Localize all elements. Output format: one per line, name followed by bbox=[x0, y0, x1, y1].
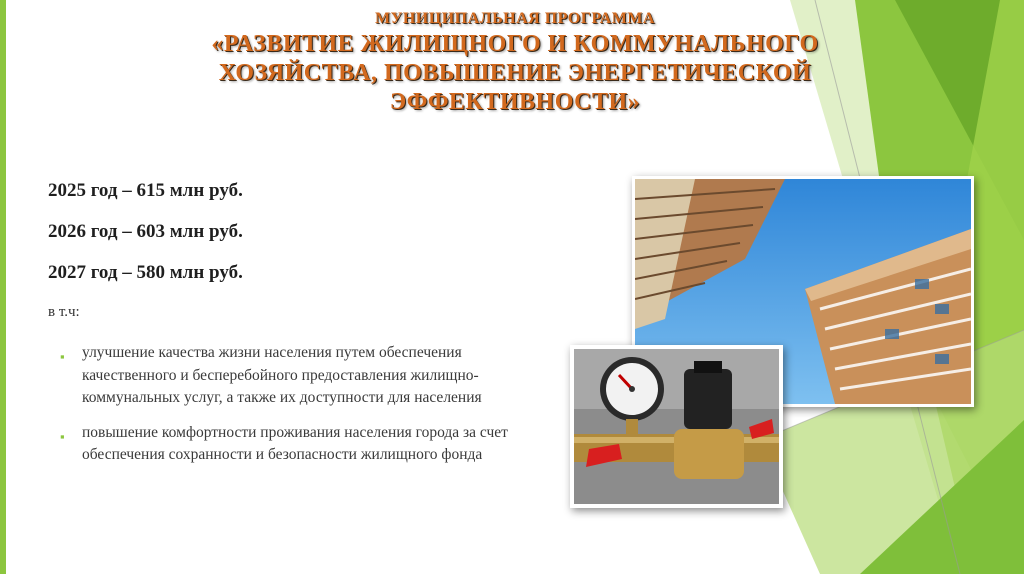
slide-title bbox=[150, 8, 880, 117]
funding-2027: 2027 год – 580 млн руб. bbox=[48, 262, 243, 283]
title-line-4: ЭФФЕКТИВНОСТИ» bbox=[389, 89, 641, 115]
title-line-2: «РАЗВИТИЕ ЖИЛИЩНОГО И КОММУНАЛЬНОГО bbox=[211, 31, 819, 57]
title-line-3: ХОЗЯЙСТВА, ПОВЫШЕНИЕ ЭНЕРГЕТИЧЕСКОЙ bbox=[218, 60, 812, 86]
bullet-icon: ▪ bbox=[60, 428, 65, 444]
bullet-icon: ▪ bbox=[60, 349, 65, 364]
gauge-image bbox=[570, 345, 783, 508]
list-item bbox=[60, 422, 530, 467]
funding-2026: 2026 год – 603 млн руб. bbox=[48, 221, 243, 242]
including-label: в т.ч: bbox=[48, 304, 80, 320]
funding-2025: 2025 год – 615 млн руб. bbox=[48, 180, 243, 201]
goals-list bbox=[60, 342, 530, 479]
title-line-1: МУНИЦИПАЛЬНАЯ ПРОГРАММА bbox=[375, 10, 655, 27]
funding-list bbox=[48, 176, 243, 299]
goal-text-2: повышение комфортности проживания населения города за счет обеспечения сохранности и безопасности жилищного фонда bbox=[82, 423, 508, 463]
goal-text-1: улучшение качества жизни населения путем обеспечения качественного и бесперебойного предоставления жилищно-коммунальных услуг, а также их доступности для населения bbox=[82, 344, 482, 406]
list-item bbox=[60, 342, 530, 410]
